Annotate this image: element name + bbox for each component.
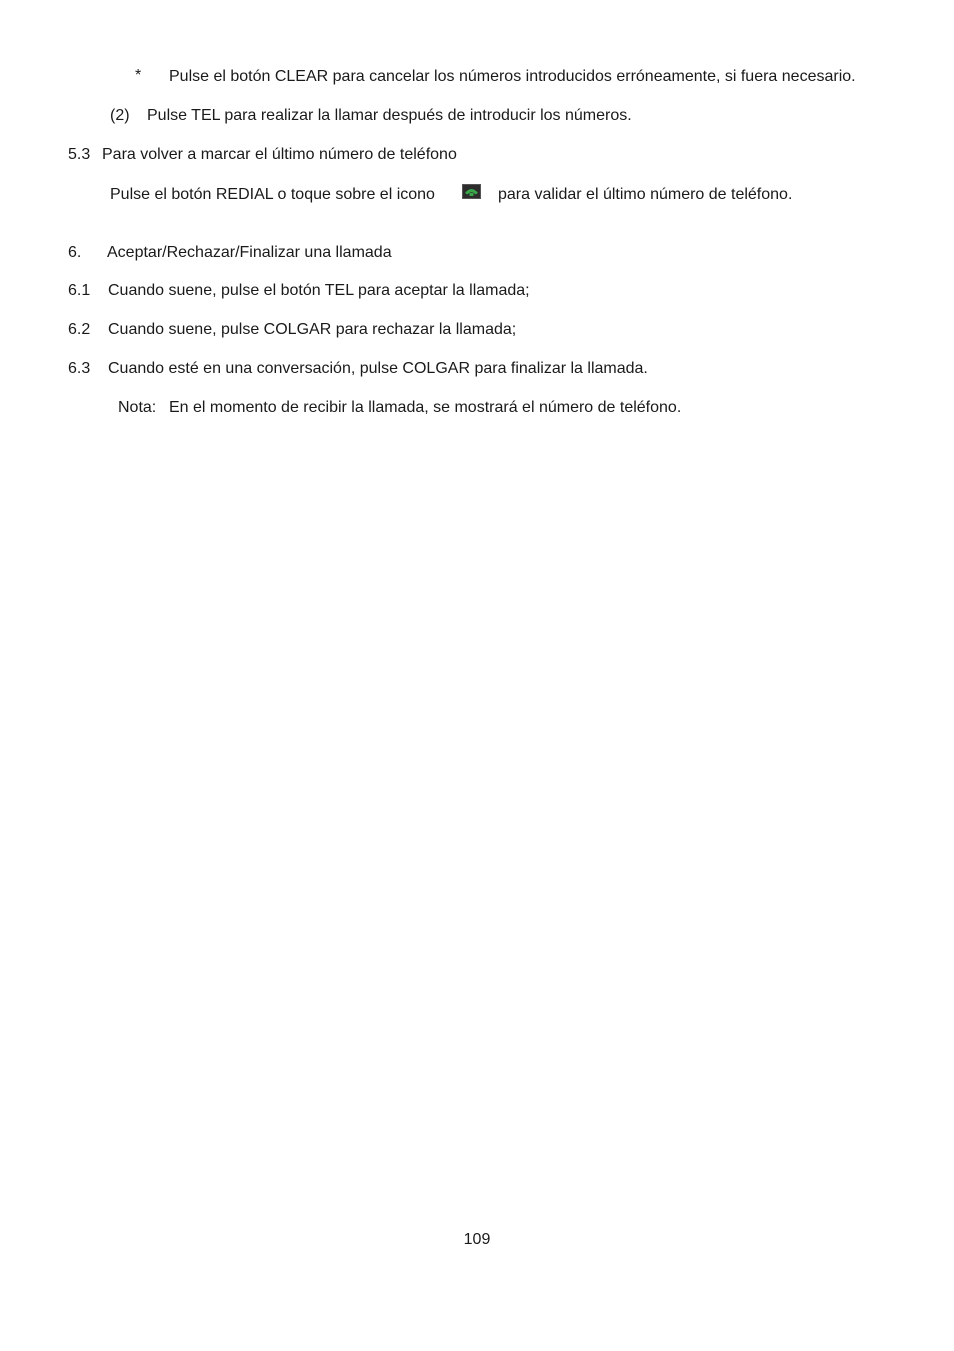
section-6-3-text: Cuando esté en una conversación, pulse COLGAR para finalizar la llamada.	[108, 360, 648, 377]
section-5-3-body-after-icon: para validar el último número de teléfono.	[498, 186, 793, 203]
step-2-text: Pulse TEL para realizar la llamar después de introducir los números.	[147, 107, 632, 124]
section-6-3-number: 6.3	[68, 360, 91, 377]
section-6-number: 6.	[68, 244, 82, 261]
bullet-marker: *	[135, 67, 142, 84]
section-6-title: Aceptar/Rechazar/Finalizar una llamada	[107, 244, 392, 261]
section-6-2-number: 6.2	[68, 321, 91, 338]
redial-phone-icon-graphic	[463, 185, 480, 198]
section-5-3-number: 5.3	[68, 146, 91, 163]
section-5-3-title: Para volver a marcar el último número de teléfono	[102, 146, 457, 163]
section-6-1-text: Cuando suene, pulse el botón TEL para aceptar la llamada;	[108, 282, 530, 299]
note-text: En el momento de recibir la llamada, se mostrará el número de teléfono.	[169, 399, 682, 416]
bullet-clear-text: Pulse el botón CLEAR para cancelar los números introducidos erróneamente, si fuera necesario.	[169, 68, 856, 85]
step-2-marker: (2)	[110, 107, 130, 124]
section-6-2-text: Cuando suene, pulse COLGAR para rechazar la llamada;	[108, 321, 517, 338]
section-5-3-body-before-icon: Pulse el botón REDIAL o toque sobre el icono	[110, 186, 435, 203]
page-number: 109	[463, 1231, 491, 1248]
note-label: Nota:	[118, 399, 157, 416]
section-6-1-number: 6.1	[68, 282, 91, 299]
redial-phone-icon	[462, 184, 481, 199]
